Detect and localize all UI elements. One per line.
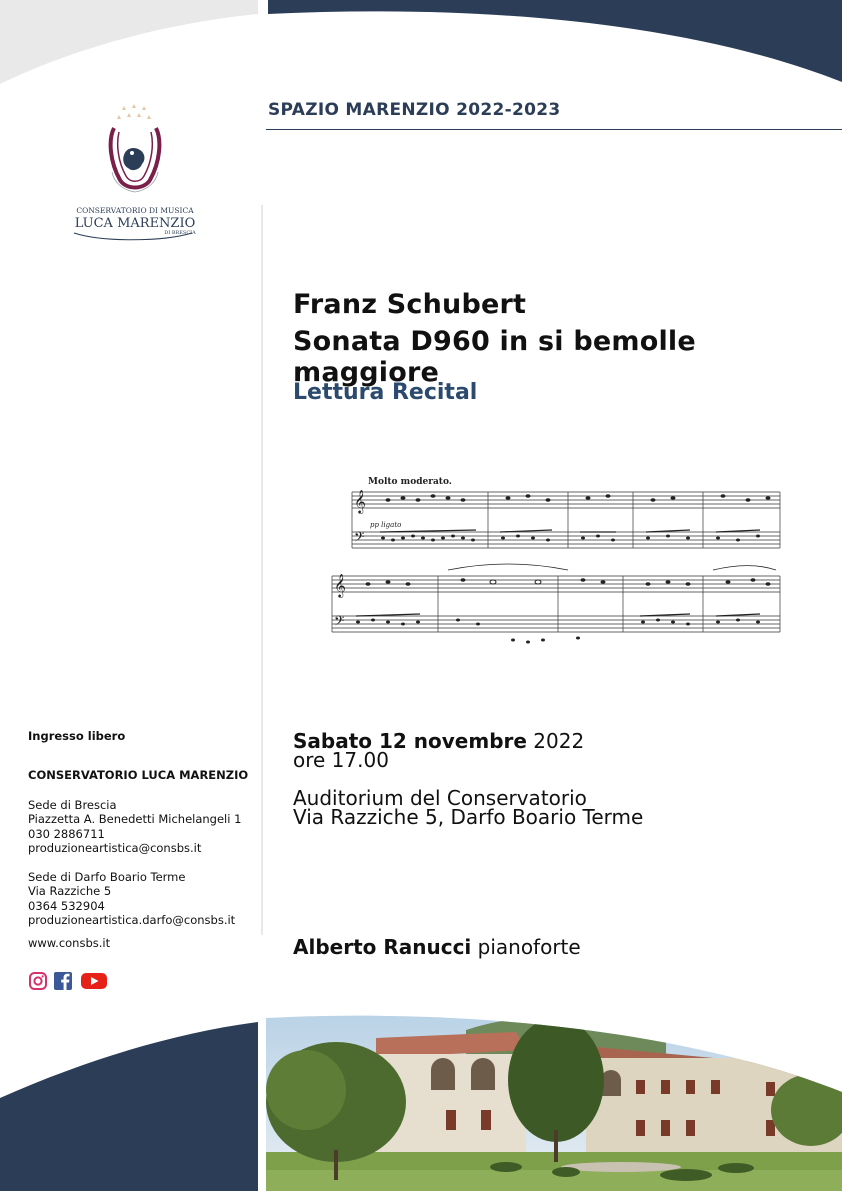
svg-text:𝄢: 𝄢 [334, 613, 345, 632]
darfo-email[interactable]: produzioneartistica.darfo@consbs.it [28, 913, 236, 927]
event-address: Via Razziche 5, Darfo Boario Terme [293, 805, 644, 829]
conservatorio-building-photo [266, 1010, 842, 1191]
brescia-address: Piazzetta A. Benedetti Michelangeli 1 [28, 812, 242, 826]
logo-line3: DI BRESCIA [164, 230, 196, 236]
score-tempo: Molto moderato. [368, 477, 452, 487]
svg-text:𝄞: 𝄞 [334, 573, 346, 597]
darfo-phone[interactable]: 0364 532904 [28, 899, 105, 913]
svg-text:𝄞: 𝄞 [354, 489, 366, 513]
instagram-icon[interactable] [28, 971, 48, 991]
darfo-address: Via Razziche 5 [28, 884, 112, 898]
series-title: SPAZIO MARENZIO 2022-2023 [268, 100, 561, 120]
free-entry-label: Ingresso libero [28, 729, 126, 743]
score-dynamic: pp ligato [370, 521, 402, 529]
event-subtitle: Lettura Recital [293, 380, 478, 405]
event-venue: Auditorium del Conservatorio [293, 786, 587, 810]
performer-instrument: pianoforte [477, 935, 581, 959]
website-link[interactable]: www.consbs.it [28, 936, 111, 950]
performer-line [293, 937, 581, 957]
event-date: Sabato 12 novembre [293, 729, 527, 753]
performer-name: Alberto Ranucci [293, 935, 472, 959]
composer-name: Franz Schubert [293, 289, 527, 320]
brescia-email[interactable]: produzioneartistica@consbs.it [28, 841, 202, 855]
top-decorative-band [0, 0, 842, 100]
vertical-divider [261, 205, 263, 935]
series-divider [266, 129, 842, 130]
music-score-image [328, 470, 782, 658]
logo-line2: LUCA MARENZIO [74, 216, 196, 231]
facebook-icon[interactable] [53, 971, 73, 991]
darfo-title: Sede di Darfo Boario Terme [28, 870, 186, 884]
svg-text:𝄢: 𝄢 [354, 529, 365, 548]
logo-line1: CONSERVATORIO DI MUSICA [76, 206, 194, 215]
brescia-phone[interactable]: 030 2886711 [28, 827, 105, 841]
youtube-icon[interactable] [80, 971, 108, 991]
org-name: CONSERVATORIO LUCA MARENZIO [28, 768, 249, 782]
work-title: Sonata D960 in si bemolle maggiore [293, 326, 696, 388]
event-year: 2022 [533, 729, 585, 753]
brescia-title: Sede di Brescia [28, 798, 117, 812]
event-time: ore 17.00 [293, 748, 389, 772]
conservatorio-logo [62, 100, 212, 250]
